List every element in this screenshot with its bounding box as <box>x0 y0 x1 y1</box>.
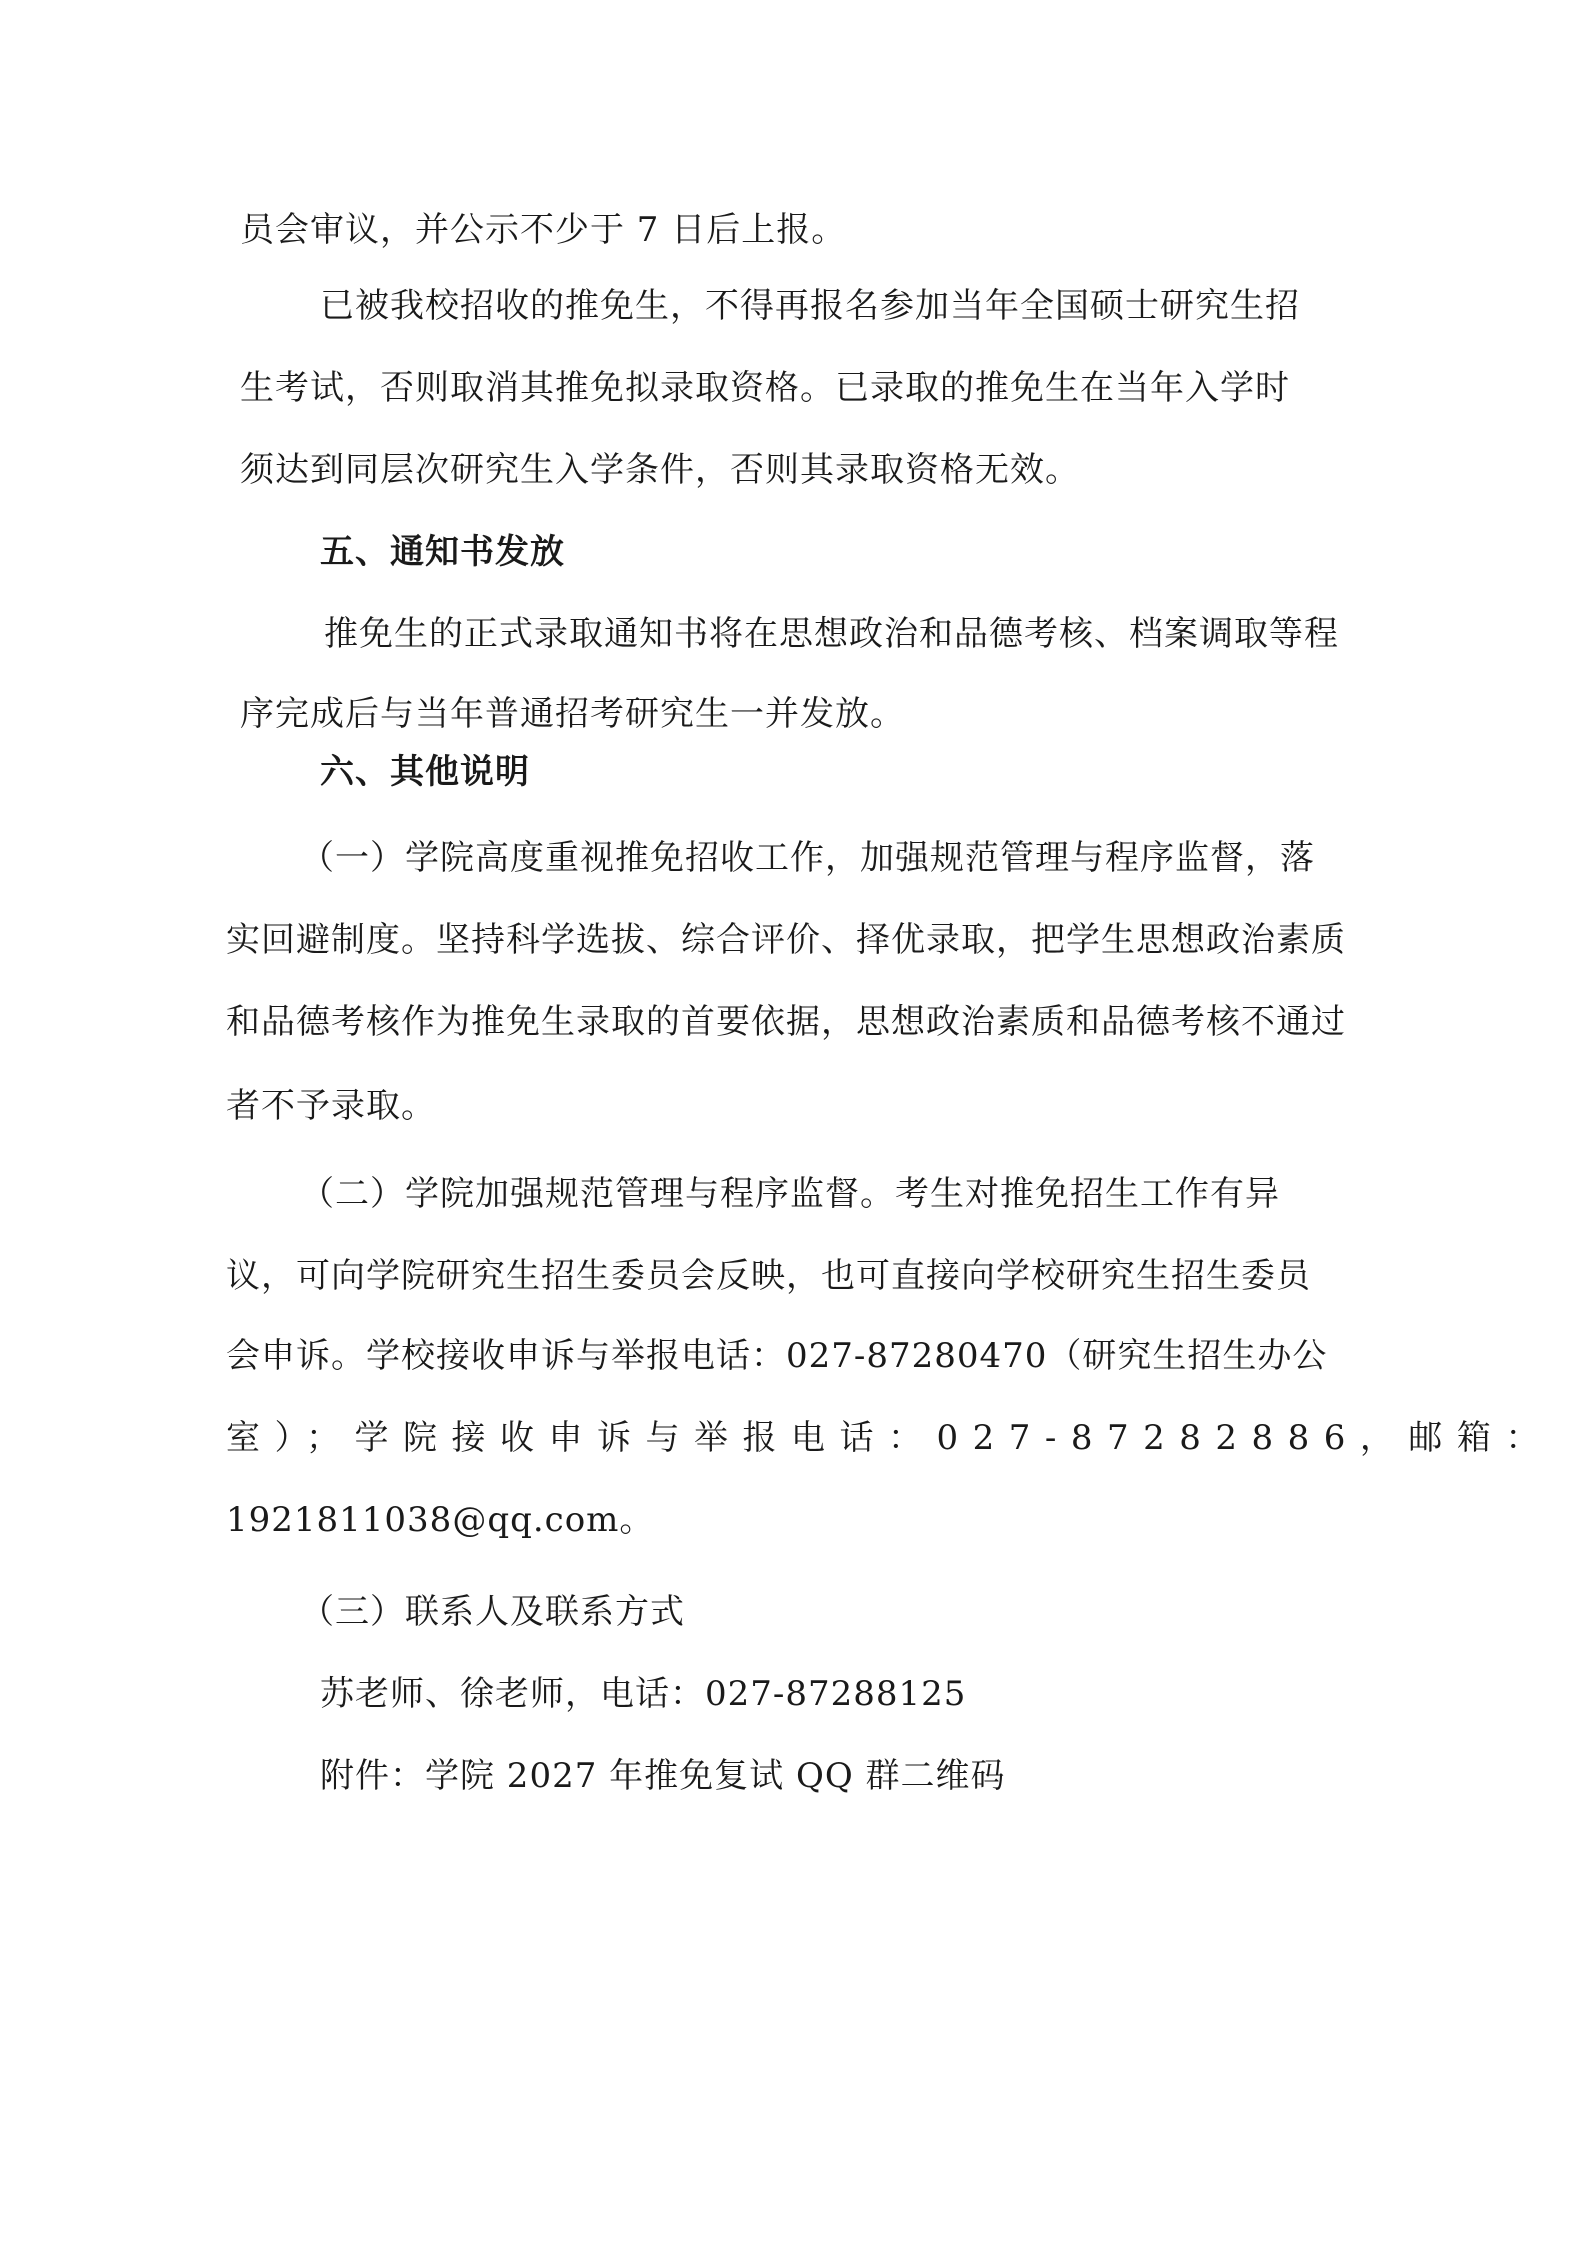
item2-line-3: 会申诉。学校接收申诉与举报电话：027-87280470（研究生招生办公 <box>226 1336 1328 1376</box>
item3-contact-heading: （三）联系人及联系方式 <box>300 1592 685 1632</box>
item2-line-4: 室）；学院接收申诉与举报电话：027-87282886，邮箱： <box>226 1418 1554 1458</box>
item2-line-1: （二）学院加强规范管理与程序监督。考生对推免招生工作有异 <box>300 1174 1280 1214</box>
item1-line-2: 实回避制度。坚持科学选拔、综合评价、择优录取，把学生思想政治素质 <box>226 920 1346 960</box>
paragraph-exempt-line-1: 已被我校招收的推免生，不得再报名参加当年全国硕士研究生招 <box>320 286 1300 326</box>
paragraph-exempt-line-3: 须达到同层次研究生入学条件，否则其录取资格无效。 <box>240 450 1080 490</box>
item3-contact-detail: 苏老师、徐老师，电话：027-87288125 <box>320 1674 967 1714</box>
paragraph-exempt-line-2: 生考试，否则取消其推免拟录取资格。已录取的推免生在当年入学时 <box>240 368 1290 408</box>
section-heading-notice: 五、通知书发放 <box>320 532 565 572</box>
item2-line-2: 议，可向学院研究生招生委员会反映，也可直接向学校研究生招生委员 <box>226 1256 1311 1296</box>
section5-line-2: 序完成后与当年普通招考研究生一并发放。 <box>240 694 905 734</box>
paragraph-continuation-line: 员会审议，并公示不少于 7 日后上报。 <box>240 210 847 250</box>
item1-line-3: 和品德考核作为推免生录取的首要依据，思想政治素质和品德考核不通过 <box>226 1002 1346 1042</box>
item1-line-1: （一）学院高度重视推免招收工作，加强规范管理与程序监督，落 <box>300 838 1315 878</box>
section5-line-1: 推免生的正式录取通知书将在思想政治和品德考核、档案调取等程 <box>324 614 1339 654</box>
item2-line-5-email: 1921811038@qq.com。 <box>226 1500 655 1540</box>
attachment-note: 附件：学院 2027 年推免复试 QQ 群二维码 <box>320 1756 1006 1796</box>
section-heading-other: 六、其他说明 <box>320 752 530 792</box>
item1-line-4: 者不予录取。 <box>226 1086 436 1126</box>
